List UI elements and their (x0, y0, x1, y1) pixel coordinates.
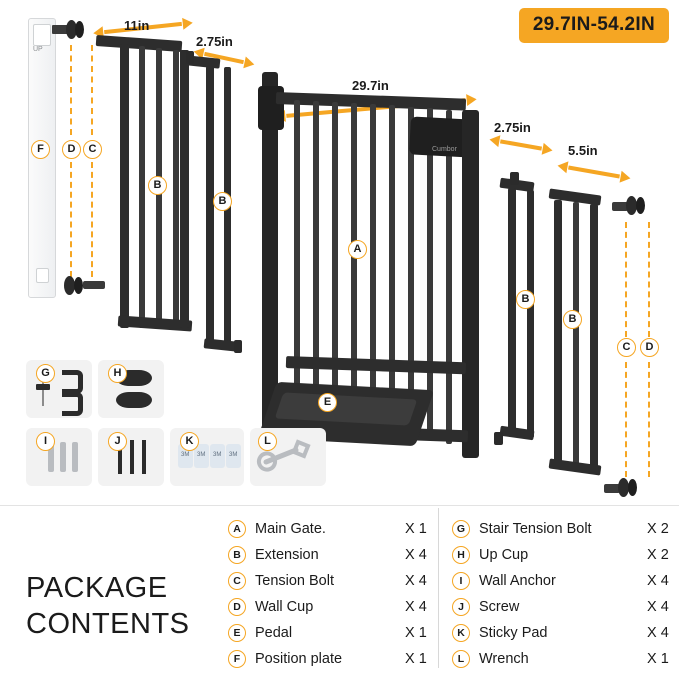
part-name-h: Up Cup (479, 547, 529, 563)
package-contents-title-line1: PACKAGE (26, 572, 168, 604)
dim-275in-left-label: 2.75in (196, 34, 233, 49)
sticky-pad-label-4: 3M (229, 452, 238, 458)
connector-c-left (91, 45, 93, 135)
list-item (228, 620, 445, 646)
part-qty-d: X 4 (405, 599, 427, 615)
part-qty-h: X 2 (647, 547, 669, 563)
callout-box-g: G (36, 364, 55, 383)
callout-row-e: E (228, 624, 246, 642)
callout-row-a: A (228, 520, 246, 538)
list-item (228, 594, 445, 620)
part-qty-a: X 1 (405, 521, 427, 537)
dim-55in-label: 5.5in (568, 143, 598, 158)
callout-d-right: D (640, 338, 659, 357)
list-item (452, 620, 679, 646)
callout-row-d: D (228, 598, 246, 616)
callout-e: E (318, 393, 337, 412)
part-name-g: Stair Tension Bolt (479, 521, 592, 537)
connector-c-right-lower (625, 362, 627, 477)
contents-left-column (228, 516, 445, 672)
callout-row-j: J (452, 598, 470, 616)
callout-a: A (348, 240, 367, 259)
dim-55in-arrow (568, 166, 620, 179)
callout-box-k: K (180, 432, 199, 451)
callout-row-l: L (452, 650, 470, 668)
part-name-c: Tension Bolt (255, 573, 334, 589)
connector-d-right-lower (648, 362, 650, 477)
part-qty-k: X 4 (647, 625, 669, 641)
part-name-f: Position plate (255, 651, 343, 667)
part-name-e: Pedal (255, 625, 293, 641)
position-plate-up-label: UP (33, 46, 43, 53)
dim-297in-label: 29.7in (352, 78, 389, 93)
sticky-pad-label-2: 3M (197, 452, 206, 458)
callout-f: F (31, 140, 50, 159)
callout-box-i: I (36, 432, 55, 451)
part-name-a: Main Gate. (255, 521, 326, 537)
callout-box-h: H (108, 364, 127, 383)
connector-c-left-lower (91, 162, 93, 277)
package-contents-title (26, 570, 190, 642)
part-qty-b: X 4 (405, 547, 427, 563)
part-name-j: Screw (479, 599, 520, 615)
dim-11in-label: 11in (124, 18, 150, 33)
part-name-l: Wrench (479, 651, 529, 667)
callout-row-g: G (452, 520, 470, 538)
connector-d-right (648, 222, 650, 337)
list-item (452, 516, 679, 542)
dim-275in-right-arrow (500, 139, 542, 150)
part-name-i: Wall Anchor (479, 573, 556, 589)
package-contents-title-line2: CONTENTS (26, 608, 190, 640)
list-item (228, 568, 445, 594)
callout-box-l: L (258, 432, 277, 451)
part-qty-e: X 1 (405, 625, 427, 641)
part-qty-f: X 1 (405, 651, 427, 667)
connector-d-left-lower (70, 162, 72, 277)
part-name-d: Wall Cup (255, 599, 314, 615)
list-item (228, 542, 445, 568)
callout-box-j: J (108, 432, 127, 451)
part-qty-g: X 2 (647, 521, 669, 537)
part-name-k: Sticky Pad (479, 625, 548, 641)
callout-row-c: C (228, 572, 246, 590)
sticky-pad-label-3: 3M (213, 452, 222, 458)
gate-brand-label: Cumbor (432, 146, 457, 153)
callout-row-h: H (452, 546, 470, 564)
list-item (228, 516, 445, 542)
callout-b-4: B (563, 310, 582, 329)
callout-row-k: K (452, 624, 470, 642)
list-item (452, 568, 679, 594)
part-qty-j: X 4 (647, 599, 669, 615)
list-item (452, 594, 679, 620)
part-qty-l: X 1 (647, 651, 669, 667)
list-item (452, 542, 679, 568)
contents-divider (0, 505, 679, 506)
connector-d-left (70, 45, 72, 135)
sticky-pad-label-1: 3M (181, 452, 190, 458)
part-name-b: Extension (255, 547, 319, 563)
list-item (228, 646, 445, 672)
callout-row-f: F (228, 650, 246, 668)
callout-b-3: B (516, 290, 535, 309)
callout-c-left: C (83, 140, 102, 159)
contents-right-column (452, 516, 679, 672)
callout-row-b: B (228, 546, 246, 564)
size-range-badge: 29.7IN-54.2IN (519, 8, 669, 43)
connector-c-right (625, 222, 627, 337)
part-qty-c: X 4 (405, 573, 427, 589)
part-qty-i: X 4 (647, 573, 669, 589)
callout-c-right: C (617, 338, 636, 357)
callout-b-1: B (148, 176, 167, 195)
callout-d-left: D (62, 140, 81, 159)
dim-275in-right-label: 2.75in (494, 120, 531, 135)
callout-row-i: I (452, 572, 470, 590)
list-item (452, 646, 679, 672)
callout-b-2: B (213, 192, 232, 211)
contents-column-divider (438, 508, 439, 668)
